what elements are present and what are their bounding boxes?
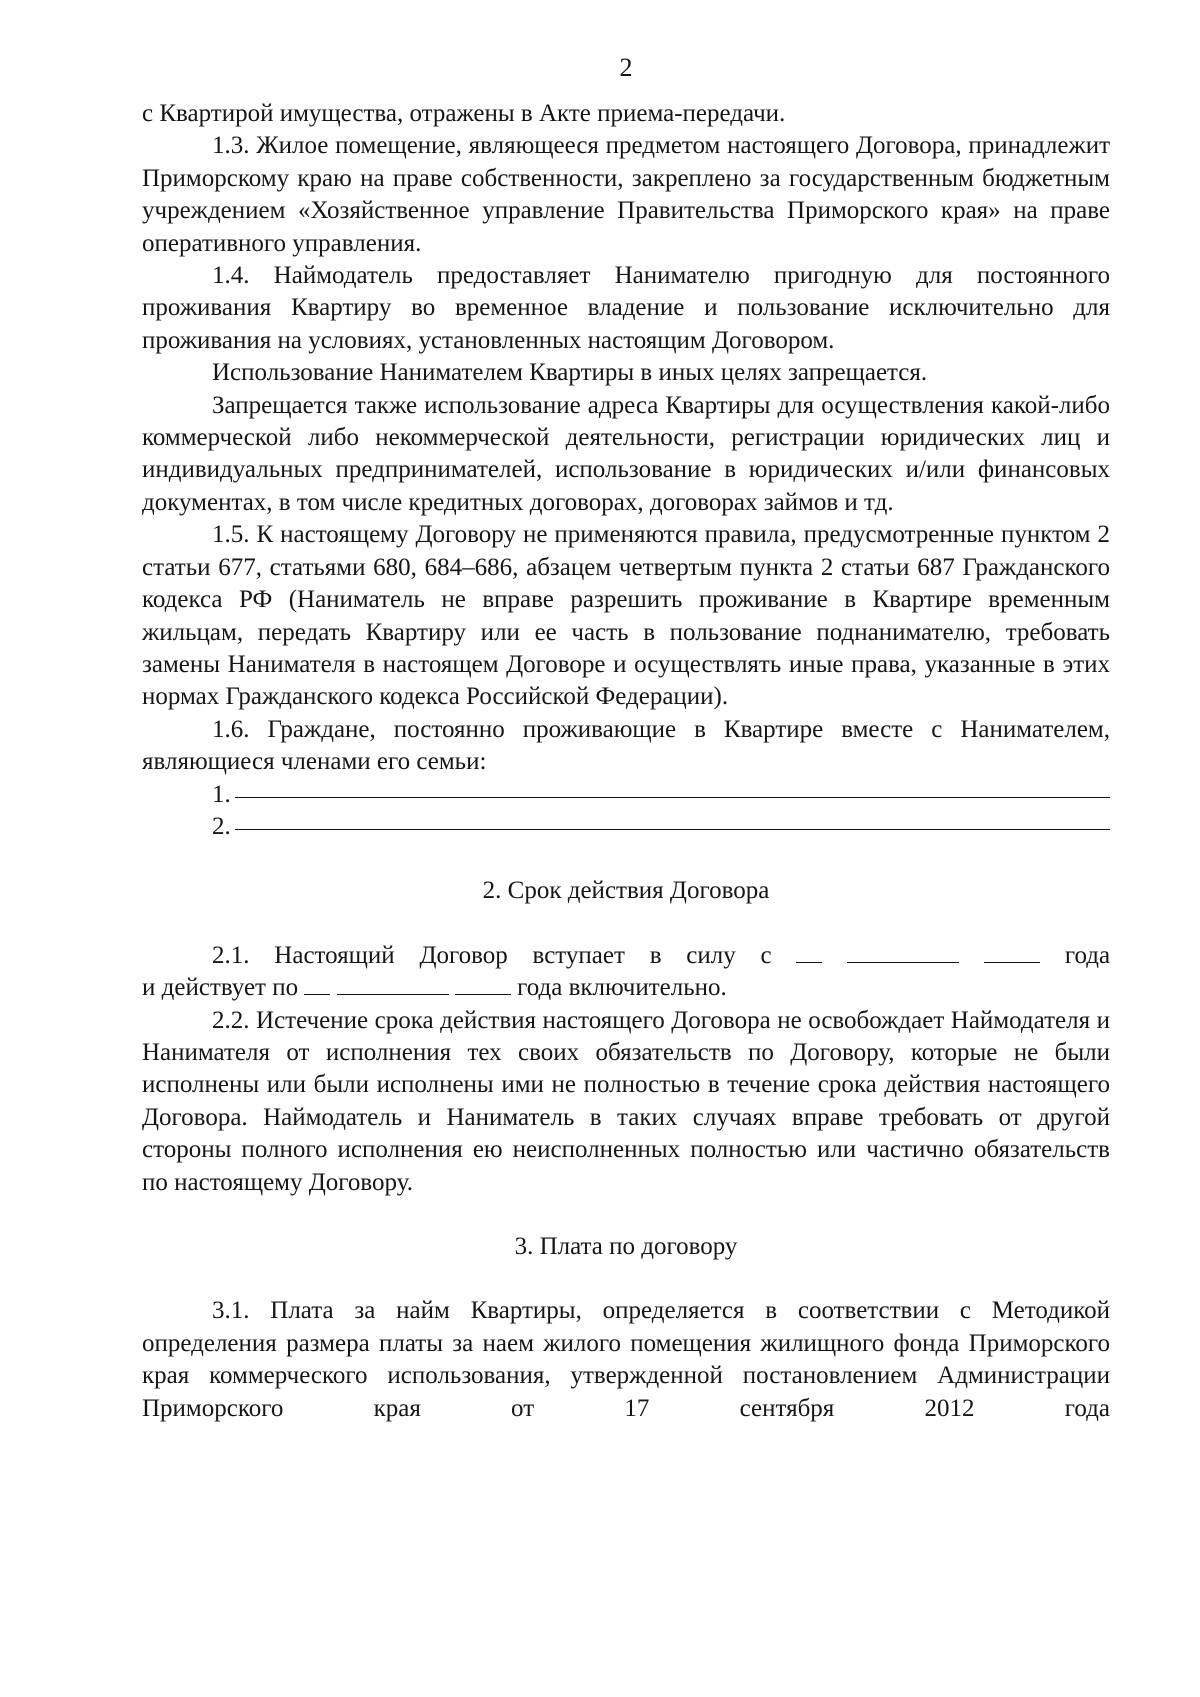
family-member-line-2 <box>142 811 1110 843</box>
day-blank-field <box>796 942 822 963</box>
family-member-blank-field <box>235 797 1110 798</box>
paragraph-continuation: с Квартирой имущества, отражены в Акте приема-передачи. <box>142 100 786 127</box>
end-year-blank-field <box>455 974 511 995</box>
year-blank-field <box>984 942 1040 963</box>
paragraph-2-1-and: и действует по <box>142 974 299 1002</box>
month-blank-field <box>847 942 959 963</box>
paragraph-2-1-end: года включительно. <box>517 974 727 1002</box>
section-3-title: 3. Плата по договору <box>514 1233 738 1260</box>
family-member-blank-field <box>235 829 1110 830</box>
paragraph-2-1 <box>142 940 1110 972</box>
section-2-title: 2. Срок действия Договора <box>482 877 770 905</box>
paragraph-2-1-start: 2.1. Настоящий Договор вступает в силу с <box>212 941 772 969</box>
end-month-blank-field <box>337 974 449 995</box>
family-member-label: 2. <box>212 812 231 840</box>
paragraph-1-3: 1.3. Жилое помещение, являющееся предметом настоящего Договора, принадлежит Приморскому краю на праве собственности, закреплено за государственным бюджетным учреждением «Хозяйственное управление Правительства Приморского края» на праве оперативного управления. <box>142 132 1110 257</box>
paragraph-1-6: 1.6. Граждане, постоянно проживающие в Квартире вместе с Нанимателем, являющиеся членами его семьи: <box>142 715 1110 776</box>
paragraph-2-2: 2.2. Истечение срока действия настоящего Договора не освобождает Наймодателя и Нанимателя от исполнения тех своих обязательств по Договору, которые не были исполнены или были исполнены ими не полностью в течение срока действия настоящего Договора. Наймодатель и Наниматель в таких случаях вправе требовать от другой стороны полного исполнения ею неисполненных полностью или частично обязательств по настоящему Договору. <box>142 1006 1110 1196</box>
paragraph-1-4-address: Запрещается также использование адреса Квартиры для осуществления какой-либо коммерческой либо некоммерческой деятельности, регистрации юридических лиц и индивидуальных предпринимателей, использование в юридических и/или финансовых документах, в том числе кредитных договорах, договорах займов и тд. <box>142 391 1110 516</box>
family-member-label: 1. <box>212 780 231 808</box>
family-member-line-1 <box>142 779 1110 811</box>
paragraph-2-1-end-line <box>142 972 1110 1004</box>
paragraph-2-1-year: года <box>1064 941 1111 969</box>
page-number: 2 <box>619 53 633 82</box>
end-day-blank-field <box>304 974 330 995</box>
paragraph-3-1: 3.1. Плата за найм Квартиры, определяется в соответствии с Методикой определения размера платы за наем жилого помещения жилищного фонда Приморского края коммерческого использования, утвержденной постановлением Администрации Приморского края от 17 сентября 2012 года <box>142 1297 1110 1422</box>
paragraph-1-5: 1.5. К настоящему Договору не применяются правила, предусмотренные пунктом 2 статьи 677, статьями 680, 684–686, абзацем четвертым пункта 2 статьи 687 Гражданского кодекса РФ (Наниматель не вправе разрешить проживание в Квартире временным жильцам, передать Квартиру или ее часть в пользование поднанимателю, требовать замены Нанимателя в настоящем Договоре и осуществлять иные права, указанные в этих нормах Гражданского кодекса Российской Федерации). <box>142 521 1110 711</box>
paragraph-1-4-usage: Использование Нанимателем Квартиры в иных целях запрещается. <box>212 359 928 387</box>
paragraph-1-4: 1.4. Наймодатель предоставляет Нанимателю пригодную для постоянного проживания Квартиру во временное владение и пользование исключительно для проживания на условиях, установленных настоящим Договором. <box>142 262 1110 354</box>
